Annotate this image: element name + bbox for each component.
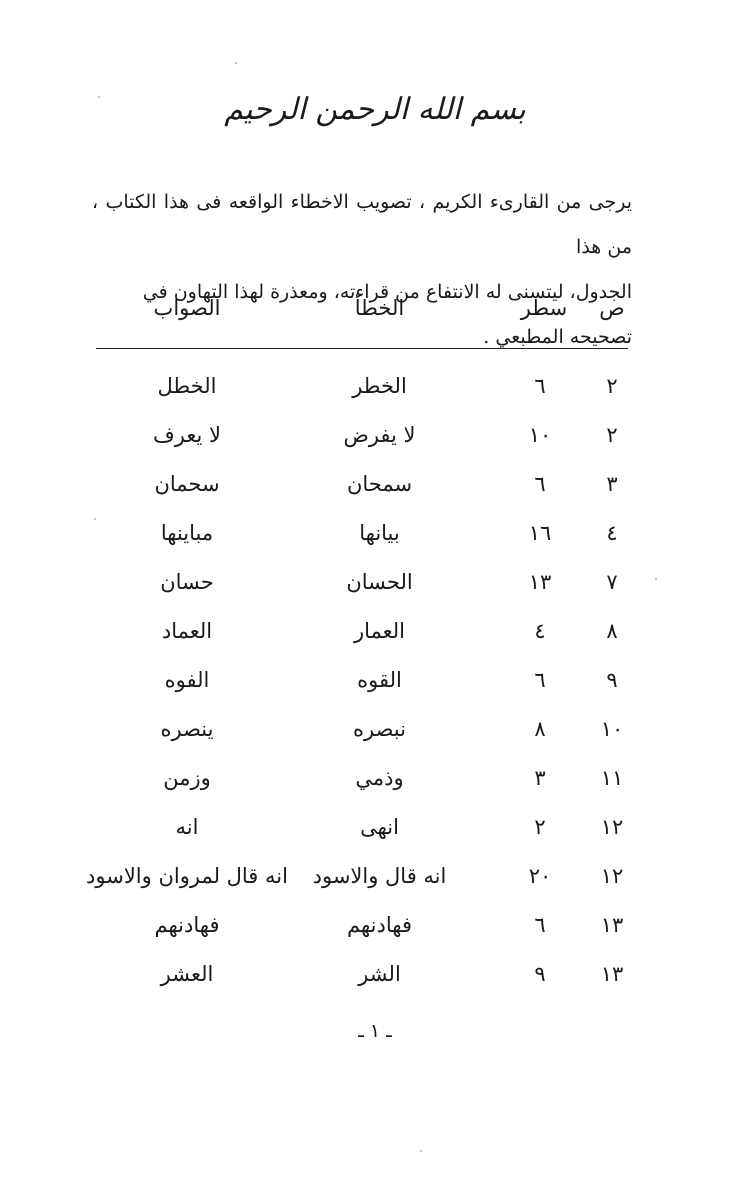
table-header <box>92 288 632 328</box>
cell-wrong: لا يفرض <box>343 423 416 447</box>
cell-correct: سحمان <box>154 472 220 496</box>
table-row <box>92 562 632 602</box>
intro-paragraph <box>92 180 632 360</box>
cell-wrong: فهادنهم <box>347 913 412 937</box>
cell-wrong: نبصره <box>353 717 406 741</box>
intro-line-2: الجدول، ليتسنى له الانتفاع من قراءته، ومعذرة لهذا التهاون في تصحيحه المطبعي . <box>142 281 632 348</box>
page-number: ـ ١ ـ <box>358 1020 392 1042</box>
cell-wrong: الخطر <box>352 374 407 398</box>
table-row <box>92 415 632 455</box>
cell-wrong: الحسان <box>346 570 413 594</box>
intro-line-1: يرجى من القارىء الكريم ، تصويب الاخطاء الواقعه فى هذا الكتاب ، من هذا <box>92 191 632 258</box>
cell-correct: حسان <box>160 570 214 594</box>
table-row <box>86 856 632 896</box>
cell-page: ١١ <box>600 766 624 790</box>
cell-line: ٢٠ <box>528 864 552 888</box>
cell-line: ٤ <box>534 619 546 643</box>
cell-line: ٦ <box>534 913 546 937</box>
cell-line: ١٠ <box>528 423 552 447</box>
cell-page: ١٣ <box>600 962 624 986</box>
cell-correct: فهادنهم <box>154 913 220 937</box>
cell-line: ٨ <box>534 717 546 741</box>
cell-line: ٦ <box>534 374 546 398</box>
cell-correct: العشر <box>160 962 214 986</box>
cell-correct: العماد <box>161 619 213 643</box>
cell-wrong: انه قال والاسود <box>312 864 447 888</box>
table-row <box>92 905 632 945</box>
cell-page: ١٣ <box>600 913 624 937</box>
cell-page: ٧ <box>606 570 618 594</box>
cell-correct: انه <box>175 815 199 839</box>
cell-line: ٦ <box>534 472 546 496</box>
cell-page: ٩ <box>606 668 618 692</box>
cell-line: ١٦ <box>528 521 552 545</box>
cell-correct: الفوه <box>164 668 210 692</box>
cell-correct: انه قال لمروان والاسود <box>86 864 288 888</box>
cell-wrong: الشر <box>358 962 401 986</box>
cell-wrong: بيانها <box>359 521 400 545</box>
table-row <box>92 660 632 700</box>
cell-wrong: العمار <box>353 619 406 643</box>
cell-line: ٣ <box>534 766 546 790</box>
table-row <box>92 709 632 749</box>
table-row <box>92 954 632 994</box>
cell-line: ٩ <box>534 962 546 986</box>
cell-correct: الخطل <box>157 374 217 398</box>
header-page: ص <box>599 296 625 320</box>
table-row <box>92 758 632 798</box>
cell-wrong: سمحان <box>346 472 413 496</box>
table-row <box>92 807 632 847</box>
table-row <box>92 611 632 651</box>
cell-correct: مباينها <box>160 521 214 545</box>
cell-page: ٢ <box>606 374 618 398</box>
cell-page: ١٠ <box>600 717 624 741</box>
table-row <box>92 513 632 553</box>
basmala-heading: بسم الله الرحمن الرحيم <box>224 92 526 127</box>
cell-page: ٣ <box>606 472 618 496</box>
cell-page: ١٢ <box>600 815 624 839</box>
table-row <box>92 464 632 504</box>
cell-correct: ينصره <box>160 717 214 741</box>
header-wrong: الخطأ <box>354 296 405 320</box>
scan-speck <box>98 96 100 98</box>
scan-speck <box>94 518 96 520</box>
cell-line: ٢ <box>534 815 546 839</box>
cell-page: ٨ <box>606 619 618 643</box>
cell-line: ١٣ <box>528 570 552 594</box>
table-row <box>92 366 632 406</box>
cell-line: ٦ <box>534 668 546 692</box>
cell-page: ٢ <box>606 423 618 447</box>
header-divider <box>96 348 628 349</box>
header-line: سطر <box>520 296 568 320</box>
cell-correct: لا يعرف <box>153 423 221 447</box>
cell-correct: وزمن <box>163 766 211 790</box>
cell-page: ٤ <box>606 521 618 545</box>
cell-wrong: القوه <box>357 668 402 692</box>
cell-page: ١٢ <box>600 864 624 888</box>
scan-speck <box>235 62 237 64</box>
cell-wrong: وذمي <box>355 766 404 790</box>
cell-wrong: انهى <box>360 815 399 839</box>
header-correct: الصواب <box>153 296 221 320</box>
scan-speck <box>655 578 657 580</box>
scan-speck <box>420 1150 422 1152</box>
